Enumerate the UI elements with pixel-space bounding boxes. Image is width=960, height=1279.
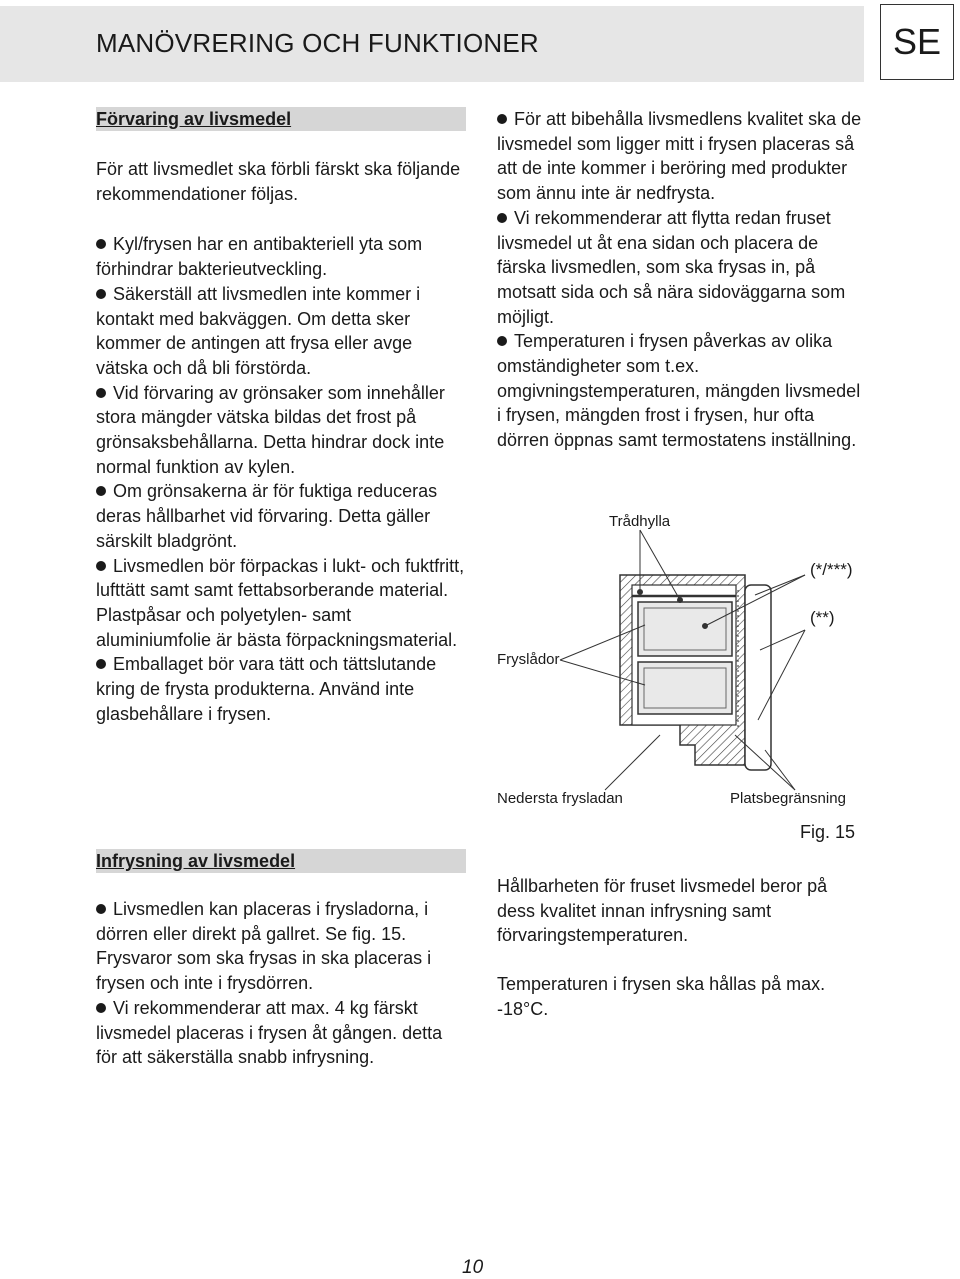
storage-bullet: Emballaget bör vara tätt och tättslutande kring de frysta produkterna. Använd inte glasbehållare i frysen. xyxy=(96,652,466,726)
storage-bullet: Vid förvaring av grönsaker som innehåller stora mängder vätska bildas det frost på grönsaksbehållarna. Detta hindrar dock inte normal funktion av kylen. xyxy=(96,381,466,480)
freezing-section xyxy=(96,849,466,1070)
storage-bullet: Kyl/frysen har en antibakteriell yta som förhindrar bakterieutveckling. xyxy=(96,232,466,281)
paragraph-temperature: Temperaturen i frysen ska hållas på max. -18°C. xyxy=(497,974,826,1019)
storage-bullet: Säkerställ att livsmedlen inte kommer i kontakt med bakväggen. Om detta sker kommer de antingen att frysa eller avge vätska och då bli förstörda. xyxy=(96,282,466,381)
freezing-bullet: Vi rekommenderar att max. 4 kg färskt livsmedel placeras i frysen åt gången. detta för att säkerställa snabb infrysning. xyxy=(96,996,466,1070)
freezer-drawer xyxy=(638,602,732,656)
label-star2: (**) xyxy=(810,608,835,627)
left-column xyxy=(96,107,466,726)
right-lower-text xyxy=(497,874,867,1022)
paragraph-shelf-life: Hållbarheten för fruset livsmedel beror på dess kvalitet innan infrysning samt förvaringstemperaturen. xyxy=(497,876,828,946)
right-bullet: Vi rekommenderar att flytta redan fruset livsmedel ut åt ena sidan och placera de färska livsmedlen, som ska frysas in, på motsatt sida och så nära sidoväggarna som möjligt. xyxy=(497,206,867,330)
figure-caption: Fig. 15 xyxy=(800,822,856,842)
section-title-storage: Förvaring av livsmedel xyxy=(96,107,466,131)
label-drawers: Fryslådor xyxy=(497,651,560,668)
freezer-drawer xyxy=(638,662,732,714)
label-star1: (*/***) xyxy=(810,560,853,579)
right-bullet: Temperaturen i frysen påverkas av olika omständigheter som t.ex. omgivningstemperaturen, mängden livsmedel i frysen, mängden frost i frysen, hur ofta dörren öppnas samt termostatens inställning. xyxy=(497,329,867,453)
label-bottom-drawer: Nedersta frysladan xyxy=(497,790,623,807)
label-space-limit: Platsbegränsning xyxy=(730,790,846,807)
section-title-freezing: Infrysning av livsmedel xyxy=(96,849,466,873)
freezing-bullet: Livsmedlen kan placeras i frysladorna, i dörren eller direkt på gallret. Se fig. 15. Frysvaror som ska frysas in ska placeras i frysen och inte i frysdörren. xyxy=(96,897,466,996)
right-bullet: För att bibehålla livsmedlens kvalitet ska de livsmedel som ligger mitt i frysen placeras så att de inte kommer i beröring med produkter som ännu inte är nedfrysta. xyxy=(497,107,867,206)
label-wire-shelf: Trådhylla xyxy=(609,513,671,530)
language-badge: SE xyxy=(880,4,954,80)
storage-bullet: Livsmedlen bör förpackas i lukt- och fuktfritt, lufttätt samt samt fettabsorberande material. Plastpåsar och polyetylen- samt aluminiumfolie är bästa förpackningsmaterial. xyxy=(96,554,466,653)
storage-bullet: Om grönsakerna är för fuktiga reduceras deras hållbarhet vid förvaring. Detta gäller särskilt bladgrönt. xyxy=(96,479,466,553)
page-number: 10 xyxy=(462,1257,484,1278)
page-title: MANÖVRERING OCH FUNKTIONER xyxy=(96,28,539,58)
right-column xyxy=(497,107,867,453)
freezer-diagram xyxy=(490,500,890,840)
storage-intro: För att livsmedlet ska förbli färskt ska följande rekommendationer följas. xyxy=(96,159,461,204)
freezer-door xyxy=(745,585,771,770)
